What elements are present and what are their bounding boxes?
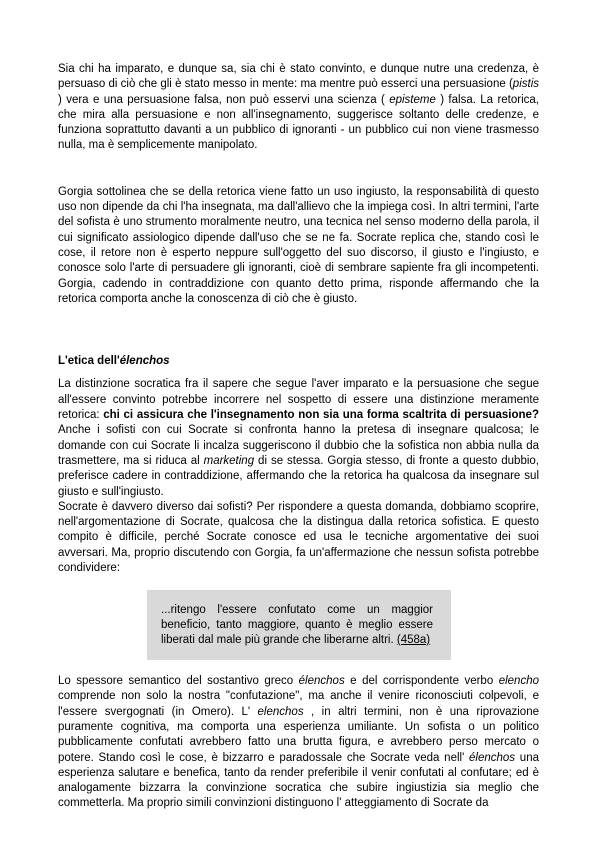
text-run: marketing	[203, 454, 255, 467]
text-run: , in altri termini, non è una riprovazione puramente cognitiva, ma comporta una esperienza umiliante. Un sofista o un politico pubblicamente confutati avrebbero fatto una brutta figura, e avrebbero perso mercato o potere. Stando così le cose, è bizzarro e paradossale che Socrate veda nell'	[58, 705, 539, 764]
text-run: episteme	[389, 93, 436, 106]
text-run: ) falsa. La retorica, che mira alla persuasione e non all'insegnamento, suggerisce soltanto delle credenze, e funziona soprattutto davanti a un pubblico di ignoranti - un pubblico cui non viene trasmesso nulla, ma è semplicemente manipolato.	[58, 93, 539, 152]
text-run: pistis	[512, 78, 539, 91]
text-run: e del corrispondente verbo	[344, 675, 499, 688]
document-page	[58, 62, 539, 812]
text-run: Lo spessore semantico del sostantivo greco	[58, 675, 299, 688]
paragraph-persuasion	[58, 62, 539, 154]
text-run: élenchos	[469, 751, 516, 764]
text-run: chi ci assicura che l'insegnamento non sia una forma scaltrita di persuasione?	[103, 409, 539, 422]
text-run: L'etica dell'	[58, 355, 120, 368]
quote-reference: (458a)	[396, 633, 431, 646]
text-run: elenchos	[257, 705, 304, 718]
paragraph-socrate-diverso	[58, 500, 539, 576]
quote-text: ...ritengo l'essere confutato come un maggior beneficio, tanto maggiore, quanto è meglio essere liberati dal male più grande che liberarne altri.	[161, 604, 433, 646]
text-run: ) vera e una persuasione falsa, non può esservi una scienza (	[58, 93, 390, 106]
text-run: Socrate è davvero diverso dai sofisti? Per rispondere a questa domanda, dobbiamo scoprire, nell'argomentazione di Socrate, qualcosa che la distingua dalla retorica sofistica. E questo compito è difficile, perché Socrate conosce ed usa le tecniche argomentative dei suoi avversari. Ma, proprio discutendo con Gorgia, fa un'affermazione che nessun sofista potrebbe condividere:	[58, 500, 539, 575]
text-run: Anche i sofisti con cui Socrate si confronta hanno la pretesa di insegnare qualcosa; le domande con cui Socrate li incalza suggeriscono il dubbio che la sofistica non abbia nulla da trasmettere, ma si riduca al	[58, 424, 539, 467]
paragraph-distinction	[58, 377, 539, 499]
paragraph-semantic	[58, 674, 539, 812]
text-run: élenchos	[119, 355, 170, 368]
quote-box	[147, 590, 451, 660]
text-run: Sia chi ha imparato, e dunque sa, sia chi è stato convinto, e dunque nutre una credenza, è persuaso di ciò che gli è stato messo in mente: ma mentre può esserci una persuasione (	[58, 63, 539, 91]
section-heading	[58, 354, 539, 369]
text-run: Gorgia sottolinea che se della retorica viene fatto un uso ingiusto, la responsabilità di questo uso non dipende da chi l'ha insegnata, ma dall'allievo che la impiega così. In altri termini, l'arte del sofista è uno strumento moralmente neutro, una tecnica nel senso moderno della parola, il cui significato assiologico dipende dall'uso che se ne fa. Socrate replica che, stando così le cose, il retore non è esperto neppure sull'oggetto del suo discorso, il giusto e l'ingiusto, e conosce solo l'arte di persuadere gli ignoranti, cioè di sembrare sapiente fra gli incompetenti. Gorgia, cadendo in contraddizione con quanto detto prima, risponde affermando che la retorica comporta anche la conoscenza di ciò che è giusto.	[58, 185, 539, 305]
text-run: elencho	[498, 675, 539, 688]
text-run: comprende non solo la nostra "confutazione", ma anche il venire riconosciuti colpevoli, e l'essere svergognati (in Omero). L'	[58, 690, 539, 718]
text-run: La distinzione socratica fra il sapere che segue l'aver imparato e la persuasione che segue all'essere convinto potrebbe incorrere nel sospetto di essere una distinzione meramente retorica:	[58, 378, 539, 422]
text-run: una esperienza salutare e benefica, tanto da render preferibile il venir confutati al confutare; ed è analogamente bizzarra la convinzione socratica che subire ingiustizia sia meglio che commetterla. Ma proprio simili convinzioni distinguono l' atteggiamento di Socrate da	[58, 751, 539, 810]
text-run: di se stessa. Gorgia stesso, di fronte a questo dubbio, preferisce cadere in contraddizione, affermando che la retorica ha qualcosa da insegnare sul giusto e sull'ingiusto.	[58, 454, 539, 498]
text-run: élenchos	[298, 675, 345, 688]
paragraph-gorgia	[58, 185, 539, 307]
